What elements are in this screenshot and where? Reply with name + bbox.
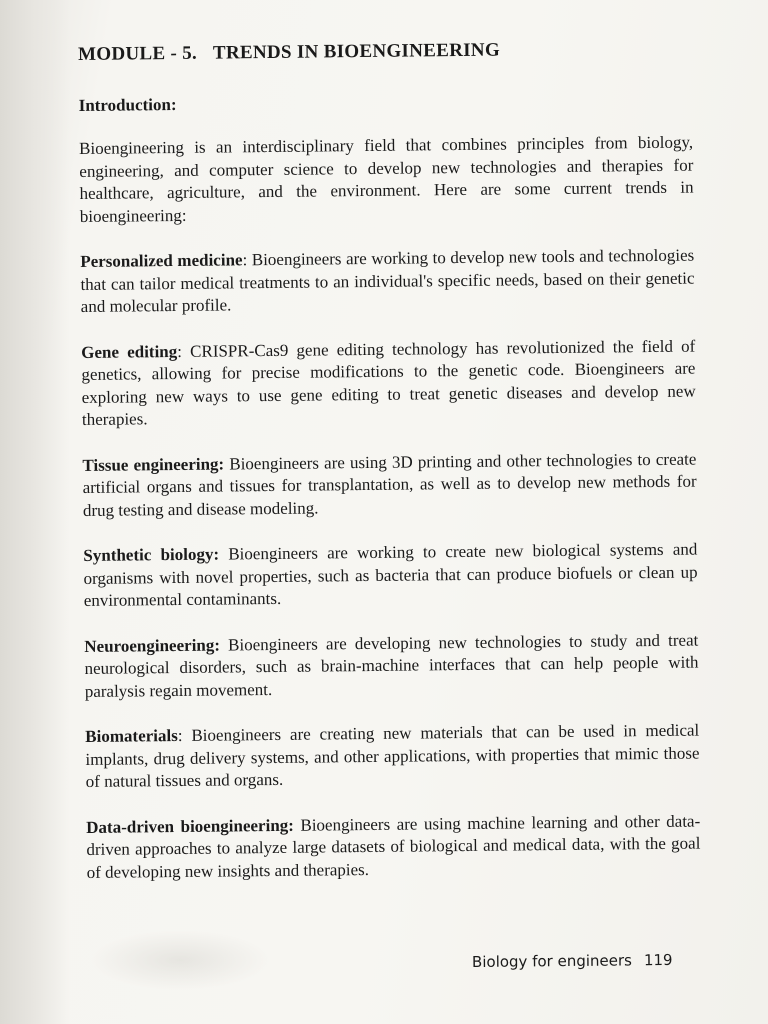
trend-paragraph-neuroengineering [84,629,699,703]
page-spine-shadow [0,0,70,1024]
footer-book-title: Biology for engineers [471,951,633,972]
trend-text: CRISPR-Cas9 gene editing technology has revolutionized the field of genetics, allowing for precise modifications to the genetic code. Bioengineers are exploring new ways to use gene editing to treat genetic diseases and develop new therapies. [81,336,696,429]
trend-separator [219,544,228,563]
trend-text: Bioengineers are using 3D printing and other technologies to create artificial organs and tissues for transplantation, as well as to develop new methods for drug testing and disease modeling. [82,449,697,520]
trend-separator: : [242,250,252,270]
trend-text: Bioengineers are working to create new biological systems and organisms with novel properties, such as bacteria that can produce biofuels or clean up environmental contaminants. [83,539,698,610]
introduction-paragraph: Bioengineering is an interdisciplinary field that combines principles from biology, engineering, and computer science to develop new technologies and therapies for healthcare, agriculture, and the environment. Here are some current trends in bioengineering: [78,132,694,226]
trend-paragraph-synthetic-biology [83,539,698,613]
trend-text: Bioengineers are developing new technologies to study and treat neurological disorders, such as brain-machine interfaces that can help people with paralysis regain movement. [84,630,699,701]
module-number: MODULE - 5. [78,42,198,65]
trend-term: Personalized medicine [80,250,243,271]
trend-paragraph-personalized-medicine [80,245,695,319]
trend-text: Bioengineers are working to develop new tools and technologies that can tailor medical treatments to an individual's specific needs, based on their genetic and molecular profile. [80,245,695,316]
trend-term: Synthetic biology: [83,544,220,565]
trend-paragraph-biomaterials [85,720,700,794]
trend-text: Bioengineers are creating new materials that can be used in medical implants, drug delivery systems, and other applications, with properties that mimic those of natural tissues and organs. [85,720,700,791]
trend-paragraph-tissue-engineering [82,448,697,522]
page-smudge [90,930,270,990]
trend-separator [220,635,228,654]
module-title-text: TRENDS IN BIOENGINEERING [212,39,501,64]
footer-page-number: 119 [643,950,673,970]
introduction-heading: Introduction: [78,94,177,115]
module-title [78,38,692,66]
trend-term: Gene editing [81,341,178,362]
trend-term: Biomaterials [85,725,178,746]
trend-term: Neuroengineering: [84,635,221,656]
trend-term: Data-driven bioengineering: [86,815,294,837]
page-content [78,38,701,884]
trend-paragraph-gene-editing [81,335,696,431]
trend-term: Tissue engineering: [82,453,225,475]
trend-text: Bioengineers are using machine learning and other data-driven approaches to analyze large datasets of biological and medical data, with the goal of developing new insights and therapies. [86,811,701,882]
page-footer [472,951,673,971]
trend-paragraph-data-driven-bioengineering [86,810,701,884]
trend-separator: : [177,341,191,361]
trend-separator: : [177,725,192,745]
